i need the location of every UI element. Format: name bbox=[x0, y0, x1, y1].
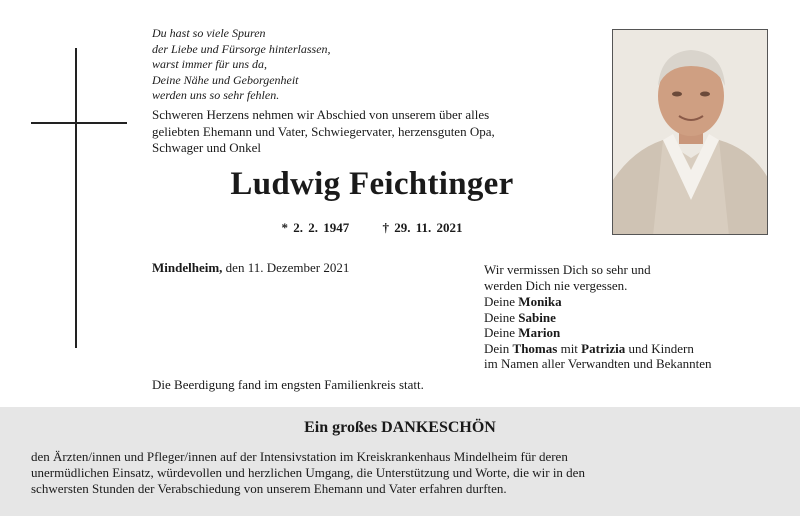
funeral-note: Die Beerdigung fand im engsten Familienkreis statt. bbox=[152, 377, 424, 392]
poem-line: der Liebe und Fürsorge hinterlassen, bbox=[152, 41, 331, 56]
death-date: † 29. 11. 2021 bbox=[382, 220, 463, 235]
portrait-image bbox=[613, 30, 768, 235]
family-name: Monika bbox=[518, 294, 562, 309]
thanks-line: schwersten Stunden der Verabschiedung von unserem Ehemann und Vater erfahren durften. bbox=[31, 481, 507, 496]
family-prefix: Deine bbox=[484, 294, 516, 309]
family-suffix: und Kindern bbox=[628, 340, 694, 356]
family-connector: mit bbox=[560, 340, 578, 356]
poem-line: Deine Nähe und Geborgenheit bbox=[152, 72, 299, 87]
poem-line: werden uns so sehr fehlen. bbox=[152, 88, 280, 102]
thanks-text bbox=[31, 449, 776, 497]
family-row bbox=[484, 341, 712, 357]
family-name: Thomas bbox=[512, 340, 558, 356]
family-name: Sabine bbox=[518, 309, 556, 325]
date: den 11. Dezember 2021 bbox=[225, 260, 350, 275]
life-dates bbox=[152, 220, 592, 236]
miss-line: Wir vermissen Dich so sehr und bbox=[484, 262, 651, 277]
family-row bbox=[484, 310, 712, 326]
family-row: im Namen aller Verwandten und Bekannten bbox=[484, 356, 712, 371]
intro-line: geliebten Ehemann und Vater, Schwiegervater, herzensguten Opa, bbox=[152, 123, 495, 139]
portrait-photo bbox=[612, 29, 768, 235]
place: Mindelheim, bbox=[152, 260, 223, 275]
thanks-line: den Ärzten/innen und Pfleger/innen auf der Intensivstation im Kreiskrankenhaus Mindelheim für deren bbox=[31, 449, 568, 464]
place-date bbox=[152, 260, 349, 276]
intro-text bbox=[152, 107, 592, 157]
birth-date: * 2. 2. 1947 bbox=[281, 220, 350, 235]
family-name: Patrizia bbox=[581, 340, 626, 356]
intro-line: Schwager und Onkel bbox=[152, 140, 262, 155]
miss-text bbox=[484, 262, 651, 293]
deceased-name: Ludwig Feichtinger bbox=[230, 166, 514, 202]
poem bbox=[152, 26, 331, 104]
family-name: Marion bbox=[518, 325, 561, 340]
family-row bbox=[484, 325, 712, 341]
poem-line: warst immer für uns da, bbox=[152, 57, 268, 71]
poem-line: Du hast so viele Spuren bbox=[152, 26, 266, 40]
thanks-line: unermüdlichen Einsatz, würdevollen und herzlichen Umgang, die Unterstützung und Worte, die wir in den bbox=[31, 465, 585, 480]
miss-line: werden Dich nie vergessen. bbox=[484, 277, 628, 293]
intro-line: Schweren Herzens nehmen wir Abschied von unserem über alles bbox=[152, 107, 490, 122]
cross-icon-vertical bbox=[75, 48, 77, 348]
cross-icon-horizontal bbox=[31, 122, 127, 124]
family-signatures bbox=[484, 294, 712, 372]
family-prefix: Deine bbox=[484, 309, 516, 325]
thanks-title: Ein großes DANKESCHÖN bbox=[304, 419, 496, 436]
family-prefix: Deine bbox=[484, 325, 516, 340]
family-prefix: Dein bbox=[484, 340, 510, 356]
family-row bbox=[484, 294, 712, 310]
